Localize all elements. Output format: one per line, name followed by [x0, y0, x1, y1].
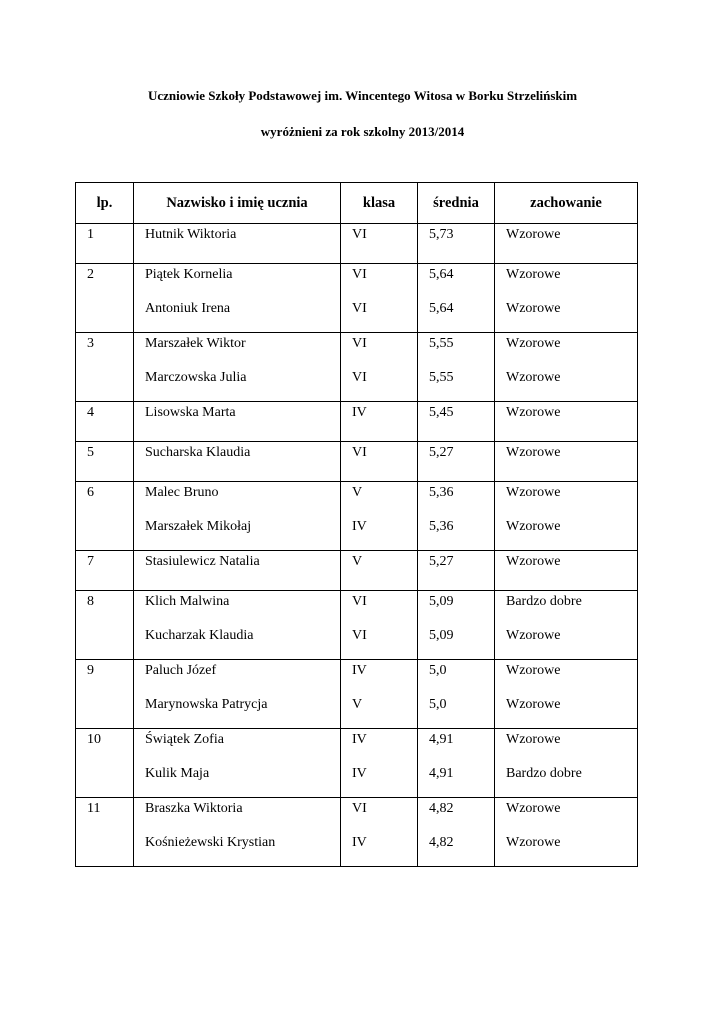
- student-average: 5,64: [429, 301, 454, 316]
- student-name: Kośnieżewski Krystian: [145, 835, 276, 850]
- student-behavior: Wzorowe: [506, 336, 561, 351]
- row-number: [76, 264, 134, 333]
- student-behavior-cell: [495, 482, 638, 551]
- student-class-cell: [341, 660, 418, 729]
- student-class: VI: [352, 801, 367, 816]
- student-class-cell: [341, 482, 418, 551]
- student-class: VI: [352, 267, 367, 282]
- row-number-text: 3: [87, 336, 94, 351]
- student-behavior-cell: [495, 442, 638, 482]
- row-number: [76, 402, 134, 442]
- student-class-cell: [341, 591, 418, 660]
- student-class: IV: [352, 663, 367, 678]
- student-average: 4,82: [429, 835, 454, 850]
- student-name-cell: [134, 660, 341, 729]
- student-name: Antoniuk Irena: [145, 301, 231, 316]
- student-behavior: Wzorowe: [506, 227, 561, 242]
- student-behavior-cell: [495, 551, 638, 591]
- student-name: Marszałek Wiktor: [145, 336, 246, 351]
- table-row: [76, 482, 638, 551]
- student-class: IV: [352, 519, 367, 534]
- row-number: [76, 551, 134, 591]
- row-number: [76, 442, 134, 482]
- student-behavior: Wzorowe: [506, 732, 561, 747]
- header-behavior: zachowanie: [495, 183, 638, 224]
- row-number-text: 1: [87, 227, 94, 242]
- student-average-cell: [418, 660, 495, 729]
- student-name: Marszałek Mikołaj: [145, 519, 252, 534]
- student-name-cell: [134, 264, 341, 333]
- student-average: 4,82: [429, 801, 454, 816]
- student-behavior-cell: [495, 729, 638, 798]
- student-behavior: Wzorowe: [506, 628, 561, 643]
- row-number-text: 9: [87, 663, 94, 678]
- student-average: 4,91: [429, 766, 454, 781]
- row-number-text: 5: [87, 445, 94, 460]
- student-behavior: Wzorowe: [506, 267, 561, 282]
- student-name: Świątek Zofia: [145, 732, 224, 747]
- student-average: 4,91: [429, 732, 454, 747]
- student-name-cell: [134, 729, 341, 798]
- student-class-cell: [341, 798, 418, 867]
- student-class: V: [352, 554, 363, 569]
- student-class-cell: [341, 551, 418, 591]
- student-name: Sucharska Klaudia: [145, 445, 251, 460]
- student-class-cell: [341, 442, 418, 482]
- student-name-cell: [134, 798, 341, 867]
- table-row: [76, 551, 638, 591]
- row-number-text: 4: [87, 405, 94, 420]
- student-average: 5,55: [429, 370, 454, 385]
- table-row: [76, 798, 638, 867]
- student-class: IV: [352, 405, 367, 420]
- student-behavior: Wzorowe: [506, 445, 561, 460]
- student-behavior: Wzorowe: [506, 835, 561, 850]
- student-behavior: Wzorowe: [506, 697, 561, 712]
- row-number-text: 2: [87, 267, 94, 282]
- student-class: VI: [352, 628, 367, 643]
- row-number-text: 11: [87, 801, 101, 816]
- student-name: Paluch Józef: [145, 663, 217, 678]
- student-name: Marczowska Julia: [145, 370, 247, 385]
- document-title: Uczniowie Szkoły Podstawowej im. Wincentego Witosa w Borku Strzelińskim: [147, 88, 578, 103]
- student-class: VI: [352, 370, 367, 385]
- student-behavior: Wzorowe: [506, 554, 561, 569]
- student-class: VI: [352, 227, 367, 242]
- student-average: 5,09: [429, 594, 454, 609]
- student-name: Malec Bruno: [145, 485, 219, 500]
- table-body: [76, 224, 638, 867]
- row-number-text: 8: [87, 594, 94, 609]
- student-name-cell: [134, 402, 341, 442]
- header-lp: lp.: [76, 183, 134, 224]
- student-behavior: Bardzo dobre: [506, 766, 582, 781]
- student-name-cell: [134, 333, 341, 402]
- table-row: [76, 660, 638, 729]
- student-name: Marynowska Patrycja: [145, 697, 268, 712]
- student-name: Kucharzak Klaudia: [145, 628, 254, 643]
- student-average: 5,64: [429, 267, 454, 282]
- student-average: 5,45: [429, 405, 454, 420]
- student-name-cell: [134, 482, 341, 551]
- student-average: 5,09: [429, 628, 454, 643]
- student-class: IV: [352, 766, 367, 781]
- student-average-cell: [418, 551, 495, 591]
- table-header-row: [76, 183, 638, 224]
- table-row: [76, 729, 638, 798]
- student-name-cell: [134, 224, 341, 264]
- table-row: [76, 224, 638, 264]
- row-number: [76, 224, 134, 264]
- student-behavior: Wzorowe: [506, 405, 561, 420]
- student-class: V: [352, 485, 363, 500]
- row-number: [76, 591, 134, 660]
- student-class-cell: [341, 729, 418, 798]
- student-average: 5,27: [429, 445, 454, 460]
- student-class-cell: [341, 402, 418, 442]
- student-behavior-cell: [495, 224, 638, 264]
- student-name-cell: [134, 551, 341, 591]
- student-average-cell: [418, 333, 495, 402]
- student-behavior: Wzorowe: [506, 301, 561, 316]
- table-row: [76, 442, 638, 482]
- student-average: 5,0: [429, 663, 447, 678]
- student-average-cell: [418, 402, 495, 442]
- student-average-cell: [418, 264, 495, 333]
- student-name: Stasiulewicz Natalia: [145, 554, 260, 569]
- table-row: [76, 264, 638, 333]
- student-behavior-cell: [495, 591, 638, 660]
- student-name: Hutnik Wiktoria: [145, 227, 237, 242]
- student-class: VI: [352, 336, 367, 351]
- student-average-cell: [418, 482, 495, 551]
- student-behavior-cell: [495, 264, 638, 333]
- student-class: IV: [352, 835, 367, 850]
- header-average: średnia: [418, 183, 495, 224]
- student-class: VI: [352, 445, 367, 460]
- student-behavior: Wzorowe: [506, 663, 561, 678]
- student-average: 5,0: [429, 697, 447, 712]
- student-behavior: Bardzo dobre: [506, 594, 582, 609]
- table-row: [76, 591, 638, 660]
- row-number: [76, 482, 134, 551]
- table-row: [76, 333, 638, 402]
- student-average: 5,73: [429, 227, 454, 242]
- row-number: [76, 333, 134, 402]
- student-class-cell: [341, 264, 418, 333]
- student-name: Kulik Maja: [145, 766, 210, 781]
- student-class: V: [352, 697, 363, 712]
- student-class-cell: [341, 224, 418, 264]
- student-average-cell: [418, 729, 495, 798]
- header-class: klasa: [341, 183, 418, 224]
- row-number-text: 6: [87, 485, 94, 500]
- row-number: [76, 798, 134, 867]
- student-name: Piątek Kornelia: [145, 267, 233, 282]
- header-name: Nazwisko i imię ucznia: [134, 183, 341, 224]
- student-average-cell: [418, 591, 495, 660]
- student-behavior: Wzorowe: [506, 370, 561, 385]
- student-behavior-cell: [495, 402, 638, 442]
- student-name-cell: [134, 591, 341, 660]
- honor-roll-table: [75, 182, 638, 867]
- student-average: 5,36: [429, 519, 454, 534]
- row-number: [76, 660, 134, 729]
- student-name: Lisowska Marta: [145, 405, 236, 420]
- row-number-text: 7: [87, 554, 94, 569]
- student-average-cell: [418, 442, 495, 482]
- student-name: Klich Malwina: [145, 594, 230, 609]
- student-class: IV: [352, 732, 367, 747]
- student-name: Braszka Wiktoria: [145, 801, 243, 816]
- student-average: 5,55: [429, 336, 454, 351]
- row-number: [76, 729, 134, 798]
- student-behavior-cell: [495, 660, 638, 729]
- student-average: 5,36: [429, 485, 454, 500]
- student-name-cell: [134, 442, 341, 482]
- student-average: 5,27: [429, 554, 454, 569]
- student-behavior: Wzorowe: [506, 519, 561, 534]
- student-class-cell: [341, 333, 418, 402]
- student-behavior-cell: [495, 333, 638, 402]
- table-row: [76, 402, 638, 442]
- student-behavior: Wzorowe: [506, 801, 561, 816]
- student-behavior: Wzorowe: [506, 485, 561, 500]
- student-behavior-cell: [495, 798, 638, 867]
- student-class: VI: [352, 594, 367, 609]
- student-average-cell: [418, 224, 495, 264]
- row-number-text: 10: [87, 732, 101, 747]
- student-average-cell: [418, 798, 495, 867]
- document-subtitle: wyróżnieni za rok szkolny 2013/2014: [260, 124, 465, 139]
- student-class: VI: [352, 301, 367, 316]
